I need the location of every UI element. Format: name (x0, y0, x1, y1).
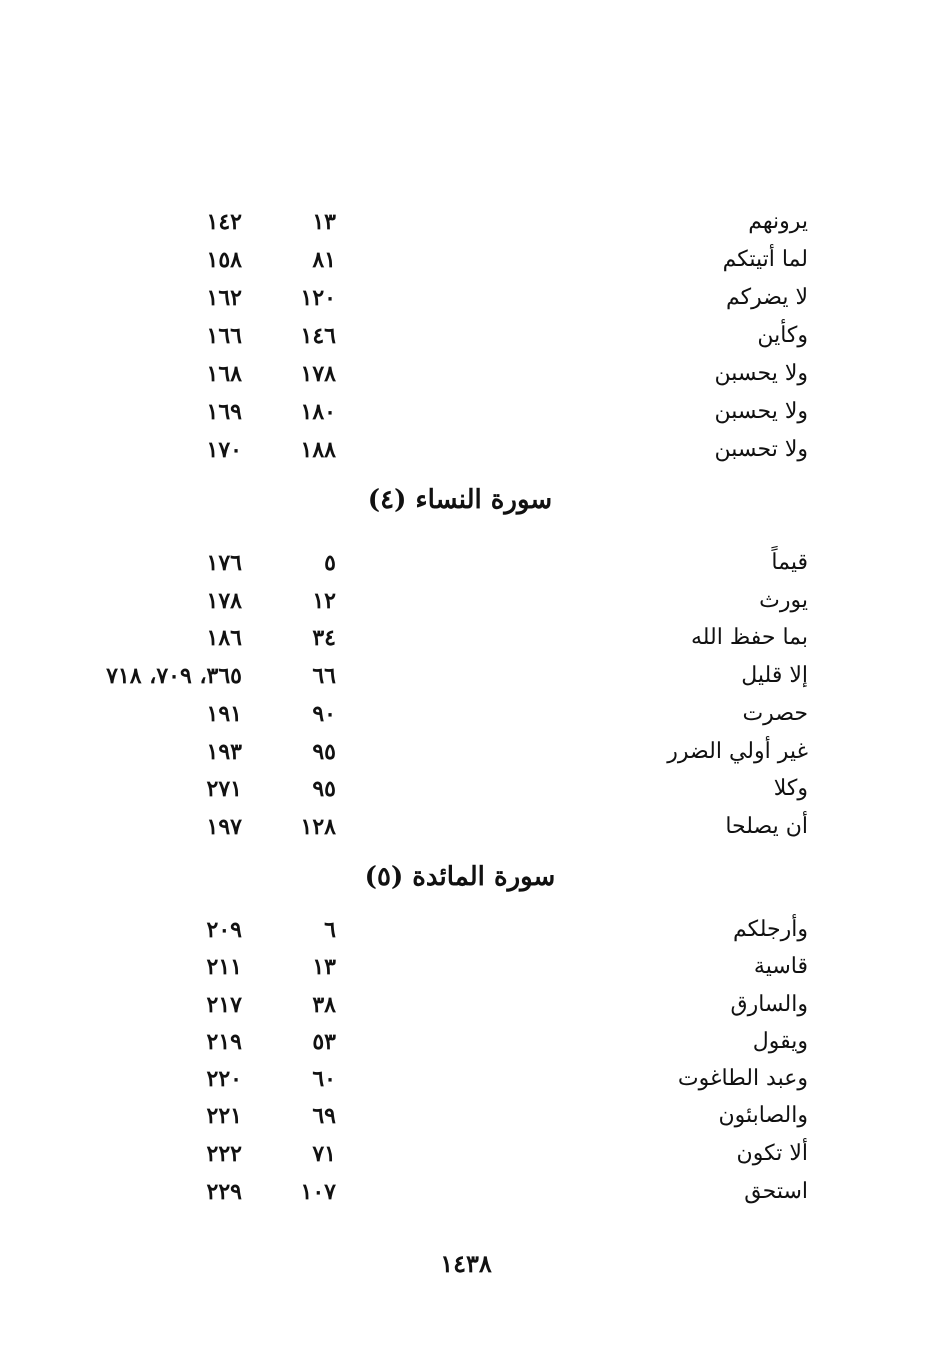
entry-word: بما حفظ الله (690, 625, 808, 650)
entry-page-numbers: ١٨٦ (206, 625, 242, 651)
entry-word: وعبد الطاغوت (677, 1066, 808, 1091)
index-entry (0, 280, 932, 316)
entry-page-numbers: ٢١١ (206, 954, 242, 980)
index-entry (0, 1136, 932, 1172)
entry-word: وكأين (757, 323, 808, 348)
index-entry (0, 1174, 932, 1210)
index-entry (0, 620, 932, 656)
entry-word: ولا تحسبن (714, 437, 808, 462)
entry-verse-number: ١٨٠ (300, 399, 336, 425)
entry-page-numbers: ١٧٨ (206, 588, 242, 614)
entry-page-numbers: ١٦٨ (206, 361, 242, 387)
entry-page-numbers: ٢٢٢ (206, 1141, 242, 1167)
entry-verse-number: ٦٠ (312, 1066, 336, 1092)
entry-verse-number: ١٢ (312, 588, 336, 614)
entry-word: استحق (744, 1179, 808, 1204)
entry-page-numbers: ٢٠٩ (206, 917, 242, 943)
entry-word: قاسية (753, 954, 808, 979)
entry-verse-number: ١٤٦ (300, 323, 336, 349)
entry-verse-number: ١٢٠ (300, 285, 336, 311)
entry-verse-number: ٦٦ (312, 663, 336, 689)
entry-verse-number: ٥ (324, 550, 336, 576)
entry-verse-number: ١٣ (312, 209, 336, 235)
entry-page-numbers: ٢١٧ (206, 992, 242, 1018)
entry-page-numbers: ٢٢٠ (206, 1066, 242, 1092)
entry-word: أن يصلحا (725, 814, 808, 839)
surah-heading-text: سورة المائدة (٥) (364, 862, 556, 892)
entry-word: ولا يحسبن (714, 361, 808, 386)
entry-word: غير أولي الضرر (667, 739, 808, 764)
entry-verse-number: ١٧٨ (300, 361, 336, 387)
entry-page-numbers: ١٤٢ (206, 209, 242, 235)
entry-word: يورث (759, 588, 808, 613)
entry-word: لما أتيتكم (722, 247, 808, 272)
entry-word: لا يضركم (726, 285, 808, 310)
entry-verse-number: ٨١ (312, 247, 336, 273)
entry-word: ولا يحسبن (714, 399, 808, 424)
entry-verse-number: ١٨٨ (300, 437, 336, 463)
index-entry (0, 356, 932, 392)
index-entry (0, 394, 932, 430)
surah-heading (0, 857, 932, 897)
index-entry (0, 734, 932, 770)
index-entry (0, 987, 932, 1023)
index-entry (0, 658, 932, 694)
entry-word: وأرجلكم (732, 917, 808, 942)
index-entry (0, 1098, 932, 1134)
entry-page-numbers: ١٥٨ (206, 247, 242, 273)
page-number: ١٤٣٨ (440, 1249, 492, 1278)
index-entry (0, 432, 932, 468)
index-entry (0, 1061, 932, 1097)
entry-word: حصرت (742, 701, 808, 726)
entry-word: والصابئون (718, 1103, 808, 1128)
entry-verse-number: ٧١ (312, 1141, 336, 1167)
entry-verse-number: ١٢٨ (300, 814, 336, 840)
entry-page-numbers: ٣٦٥، ٧٠٩، ٧١٨ (106, 663, 242, 689)
entry-page-numbers: ٢٢٩ (206, 1179, 242, 1205)
index-entry (0, 771, 932, 807)
index-entry (0, 949, 932, 985)
entry-verse-number: ١٣ (312, 954, 336, 980)
entry-word: ألا تكون (736, 1141, 808, 1166)
entry-page-numbers: ١٦٦ (206, 323, 242, 349)
entry-page-numbers: ١٩٧ (206, 814, 242, 840)
index-entry (0, 696, 932, 732)
index-entry (0, 545, 932, 581)
entry-verse-number: ٦٩ (312, 1103, 336, 1129)
entry-verse-number: ١٠٧ (300, 1179, 336, 1205)
index-entry (0, 809, 932, 845)
index-entry (0, 242, 932, 278)
index-entry (0, 912, 932, 948)
entry-page-numbers: ١٧٠ (206, 437, 242, 463)
entry-page-numbers: ١٦٩ (206, 399, 242, 425)
entry-word: إلا قليل (741, 663, 808, 688)
index-entry (0, 318, 932, 354)
entry-page-numbers: ٢١٩ (206, 1029, 242, 1055)
entry-word: يرونهم (748, 209, 808, 234)
entry-verse-number: ٩٥ (312, 739, 336, 765)
entry-verse-number: ٥٣ (312, 1029, 336, 1055)
entry-page-numbers: ١٦٢ (206, 285, 242, 311)
entry-verse-number: ٩٠ (312, 701, 336, 727)
entry-page-numbers: ٢٢١ (206, 1103, 242, 1129)
entry-verse-number: ٣٨ (312, 992, 336, 1018)
entry-verse-number: ٩٥ (312, 776, 336, 802)
entry-verse-number: ٦ (324, 917, 336, 943)
surah-heading (0, 480, 932, 520)
index-entry (0, 583, 932, 619)
entry-verse-number: ٣٤ (312, 625, 336, 651)
index-entry (0, 1024, 932, 1060)
index-entry (0, 204, 932, 240)
entry-word: والسارق (730, 992, 808, 1017)
entry-page-numbers: ١٩١ (206, 701, 242, 727)
entry-page-numbers: ٢٧١ (206, 776, 242, 802)
entry-page-numbers: ١٩٣ (206, 739, 242, 765)
entry-word: وكلا (773, 776, 808, 801)
entry-word: قيماً (771, 550, 808, 575)
entry-word: ويقول (752, 1029, 808, 1054)
surah-heading-text: سورة النساء (٤) (367, 485, 553, 515)
entry-page-numbers: ١٧٦ (206, 550, 242, 576)
